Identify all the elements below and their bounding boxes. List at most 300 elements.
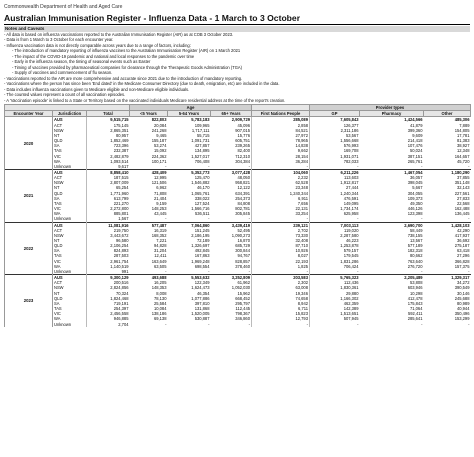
encounter-year-cell: 2023 [5, 275, 53, 327]
value-cell: - [248, 163, 250, 169]
jurisdiction-cell: NSW [54, 285, 64, 291]
value-cell: 10,926 [252, 248, 310, 253]
value-cell: 63,008 [252, 285, 310, 290]
value-cell: 22,193 [252, 259, 310, 264]
value-cell: - [252, 164, 310, 170]
value-cell: 530,887 [194, 316, 210, 322]
value-cell: 398,045 [407, 180, 423, 186]
value-cell: 351,148 [454, 180, 470, 186]
value-cell: 719,191 [87, 301, 130, 306]
value-cell: 338,022 [194, 195, 210, 201]
value-cell: - [252, 322, 310, 327]
value-cell: 685,729 [235, 243, 250, 249]
col-total: Total [87, 111, 130, 117]
jurisdiction-cell: SA [54, 248, 60, 254]
jurisdiction-cell: VIC [54, 258, 61, 264]
value-cell: 1,065,761 [191, 190, 210, 196]
value-cell: 1,140,519 [87, 264, 130, 269]
value-cell: - [310, 322, 360, 327]
value-cell: 122,349 [194, 280, 210, 286]
value-cell: 33,254 [252, 211, 310, 216]
value-cell: 493,688 [130, 275, 168, 281]
value-cell: 29,880 [310, 291, 360, 296]
value-cell: 14,838 [252, 143, 310, 148]
value-cell: 40,944 [456, 306, 470, 312]
note-line: - Timing of vaccines provided by pharmaceutical companies for clearance through the Therapeutic Goods Administration (TGA) [12, 64, 242, 70]
value-cell: 1,624,473 [191, 285, 210, 291]
jurisdiction-cell: NSW [54, 232, 64, 238]
report-page [4, 4, 470, 327]
value-cell: 25,584 [153, 300, 167, 306]
value-cell: 46,170 [196, 185, 210, 191]
value-cell: - [468, 216, 470, 222]
value-cell: 1,546,882 [191, 180, 210, 186]
value-cell: 7,656 [252, 201, 310, 206]
value-cell: 113,603 [310, 175, 360, 180]
value-cell: 8,942 [252, 301, 310, 306]
value-cell: 9,515,715 [87, 117, 130, 123]
value-cell: 12,995 [153, 175, 167, 181]
value-cell: 7,003,113 [310, 222, 360, 228]
header-column-row [5, 111, 471, 117]
value-cell: 397,810 [194, 300, 210, 306]
value-cell: 53,567 [310, 133, 360, 138]
value-cell: 1,734,174 [310, 206, 360, 211]
value-cell: - [310, 269, 360, 275]
value-cell: 1,166,302 [310, 296, 360, 301]
value-cell: 153,299 [454, 316, 470, 322]
value-cell: 149,095 [310, 201, 360, 206]
col-first-nations: First Nations People [252, 111, 310, 117]
value-cell: - [421, 321, 423, 327]
value-cell: - [165, 268, 167, 274]
value-cell: - [310, 216, 360, 222]
value-cell: 74,658 [252, 296, 310, 301]
value-cell: 221,270 [87, 201, 130, 206]
value-cell: 285,641 [407, 316, 423, 322]
value-cell: 706,424 [310, 264, 360, 269]
value-cell: 822,803 [130, 117, 168, 123]
jurisdiction-cell: ACT [54, 122, 63, 128]
value-cell: 885,801 [87, 211, 130, 216]
value-cell: 1,825 [252, 264, 310, 269]
jurisdiction-cell: VIC [54, 206, 61, 212]
value-cell: 37,855 [456, 175, 470, 181]
value-cell: 1,052,030 [231, 285, 250, 291]
value-cell: 2,690,700 [360, 222, 424, 228]
value-cell: 112,436 [310, 280, 360, 285]
value-cell: 107,476 [407, 143, 423, 149]
value-cell: 576,993 [310, 143, 360, 148]
value-cell: 5,352,773 [168, 169, 211, 175]
value-cell: 304,384 [235, 158, 250, 164]
value-cell: 78,965 [252, 138, 310, 143]
jurisdiction-cell: NSW [54, 127, 64, 133]
note-line: - Data includes influenza vaccinations given to Medicare eligible and non-Medicare eligible individuals. [4, 86, 190, 92]
value-cell: 958,821 [235, 180, 250, 186]
value-cell: 7,605,843 [310, 117, 360, 123]
value-cell: 9,617 [87, 164, 130, 170]
value-cell: 625,958 [310, 211, 360, 216]
value-cell: 763,640 [407, 258, 423, 264]
value-cell: 94,828 [153, 243, 167, 249]
value-cell: 592,411 [408, 311, 423, 317]
value-cell: 168,352 [151, 232, 167, 238]
value-cell: 287,503 [87, 253, 130, 258]
value-cell: 1,527,017 [191, 153, 210, 159]
value-cell: 119,020 [310, 228, 360, 233]
value-cell: 492,845 [194, 248, 210, 254]
value-cell: 179,545 [310, 253, 360, 258]
value-cell: 8,027 [252, 253, 310, 258]
value-cell: 134,895 [194, 148, 210, 154]
value-cell: 782,033 [310, 159, 360, 164]
value-cell: 10,298 [409, 290, 423, 296]
value-cell: 7,064,860 [168, 222, 211, 228]
value-cell: 427,857 [194, 143, 210, 149]
value-cell: 1,969,248 [191, 258, 210, 264]
value-cell: 245,688 [454, 295, 470, 301]
value-cell: 12,348 [456, 148, 470, 154]
value-cell: - [208, 268, 210, 274]
jurisdiction-cell: TAS [54, 148, 62, 154]
note-line: - The impact of the COVID-19 pandemic and national and local responses to the pandemic over time [12, 53, 195, 59]
value-cell: 112,445 [235, 306, 250, 312]
value-cell: 346,860 [235, 316, 250, 322]
value-cell: 164,657 [454, 153, 470, 159]
value-cell: 121,506 [151, 180, 167, 186]
value-cell: 80,989 [456, 300, 470, 306]
value-cell: 167,863 [194, 253, 210, 259]
jurisdiction-cell: WA [54, 263, 61, 269]
col-age-65: 65+ Years [211, 111, 252, 117]
value-cell: 43,445 [153, 211, 167, 217]
value-cell: - [165, 216, 167, 222]
value-cell: - [421, 268, 423, 274]
title-divider [4, 24, 470, 25]
value-cell: 991 [87, 269, 130, 275]
jurisdiction-cell: ACT [54, 227, 63, 233]
note-line: - All data is based on influenza vaccinations reported to the Australian Immunisation Register (AIR) as at COB 3 October 2023. [4, 31, 234, 37]
value-cell: 71,808 [153, 190, 167, 196]
value-cell: 31,204 [153, 248, 167, 254]
value-cell: - [248, 216, 250, 222]
value-cell: 412,478 [407, 295, 423, 301]
value-cell: 109,965 [194, 122, 210, 128]
value-cell: 136,445 [454, 211, 470, 217]
jurisdiction-cell: TAS [54, 306, 62, 312]
note-line: - A 'Vaccination episode' is linked to a State or Territory based on the vaccinated individuals Medicare residential address at the time of the report's creation. [4, 97, 286, 103]
value-cell: 36,692 [456, 238, 470, 243]
value-cell: 241,268 [151, 127, 167, 133]
jurisdiction-cell: NT [54, 185, 60, 191]
jurisdiction-cell: VIC [54, 311, 61, 317]
value-cell: 802,781 [235, 206, 250, 212]
value-cell: 71,064 [409, 306, 423, 312]
value-cell: 798,367 [235, 311, 250, 317]
value-cell: - [468, 163, 470, 169]
value-cell: 72,189 [196, 238, 210, 243]
value-cell: 16,319 [153, 227, 167, 233]
jurisdiction-cell: QLD [54, 190, 63, 196]
jurisdiction-cell: SA [54, 143, 60, 149]
value-cell: 22,568 [456, 200, 470, 206]
jurisdiction-cell: Unknown [54, 216, 72, 222]
value-cell: 109,373 [407, 195, 423, 201]
value-cell: 53,274 [153, 143, 167, 149]
department-name: Commonwealth Department of Health and Aged Care [4, 4, 123, 10]
value-cell: 46,354 [196, 290, 210, 296]
note-line: - Vaccinations where the person has since been 'End dated' in the Medicare Consumer Directory (due to death, emigration, etc) are included in the data. [4, 81, 280, 87]
value-cell: 87,710 [252, 243, 310, 248]
provider-types-header: Provider types [310, 105, 471, 111]
value-cell: 1,556,668 [310, 138, 360, 143]
value-cell: 1,428,103 [424, 222, 471, 228]
value-cell: 254,373 [235, 195, 250, 201]
value-cell: 58,449 [409, 227, 423, 233]
value-cell: 3,252,809 [211, 275, 252, 281]
value-cell: 52,495 [237, 227, 250, 233]
value-cell: - [248, 268, 250, 274]
value-cell: 1,180,290 [424, 169, 471, 175]
value-cell: 7,221 [156, 238, 167, 243]
value-cell: 63,505 [153, 263, 167, 269]
table-row [5, 322, 471, 327]
col-jurisdiction: Jurisdiction [53, 111, 87, 117]
value-cell: 46,223 [310, 238, 360, 243]
value-cell: 63,418 [456, 248, 470, 254]
value-cell: 300,844 [235, 248, 250, 254]
value-cell: 169,708 [310, 148, 360, 153]
value-cell: 7,889 [459, 122, 470, 128]
value-cell: 15,962 [237, 290, 250, 296]
value-cell: 96,580 [87, 238, 130, 243]
value-cell: 239,265 [235, 143, 250, 149]
value-cell: - [421, 216, 423, 222]
value-cell: 2,858 [252, 123, 310, 128]
value-cell: 9,662 [252, 148, 310, 153]
value-cell: 536,511 [195, 211, 210, 217]
value-cell: 579,157 [310, 248, 360, 253]
value-cell: 157,375 [454, 263, 470, 269]
value-cell: 2,106,254 [87, 243, 130, 248]
jurisdiction-cell: SA [54, 300, 60, 306]
value-cell: 3,077,428 [211, 169, 252, 175]
value-cell: 462,359 [310, 301, 360, 306]
value-cell: 1,771,960 [87, 191, 130, 196]
jurisdiction-cell: TAS [54, 253, 62, 259]
value-cell: 22,131 [252, 206, 310, 211]
value-cell: 2,702 [252, 228, 310, 233]
value-cell: 32,408 [252, 238, 310, 243]
value-cell: - [468, 321, 470, 327]
value-cell: 30,146 [456, 290, 470, 296]
value-cell: 1,931,071 [310, 154, 360, 159]
note-line: - Data is from 1 March to 3 October for each encounter year. [4, 37, 114, 43]
jurisdiction-cell: AUS [53, 169, 87, 175]
value-cell: 446,126 [407, 206, 423, 212]
jurisdiction-cell: NT [54, 238, 60, 243]
note-line: - Vaccinations reported to the AIR are more comprehensive and accurate since 2021 due to the introduction of mandatory reporting. [4, 75, 243, 81]
value-cell: 23,348 [252, 185, 310, 190]
value-cell: 73,330 [252, 233, 310, 238]
value-cell: 20,084 [153, 122, 167, 128]
value-cell: 239,121 [252, 222, 310, 228]
value-cell: 69,138 [153, 316, 167, 322]
jurisdiction-cell: TAS [54, 200, 62, 206]
col-encounter-year: Encounter Year [5, 111, 53, 117]
value-cell: 6,711 [252, 306, 310, 311]
value-cell: 13,567 [409, 238, 423, 243]
col-other: Other [424, 111, 471, 117]
value-cell: 84,808 [237, 200, 250, 206]
value-cell: 9,609 [412, 132, 423, 138]
value-cell: 1,830,361 [310, 285, 360, 290]
jurisdiction-cell: WA [54, 211, 61, 217]
value-cell: 390,549 [454, 285, 470, 291]
value-cell: 53,808 [409, 280, 423, 286]
jurisdiction-cell: AUS [53, 117, 87, 123]
value-cell: 2,272,800 [87, 206, 130, 211]
note-line: - Influenza vaccination data is not directly comparable across years due to a range of factors, including: [4, 42, 191, 48]
value-cell: 668,452 [235, 295, 250, 301]
value-cell: 1,467,054 [360, 169, 424, 175]
age-group-header: Age [130, 105, 252, 111]
jurisdiction-cell: AUS [53, 275, 87, 281]
value-cell: 41,879 [409, 122, 423, 128]
value-cell: - [252, 269, 310, 275]
value-cell: 577,487 [130, 222, 168, 228]
value-cell: 61,962 [237, 280, 250, 286]
value-cell: 48,050 [237, 175, 250, 181]
value-cell: 1,567 [87, 216, 130, 222]
value-cell: 36,057 [409, 175, 423, 181]
table-body [5, 117, 471, 327]
col-age-5-64: 5-64 Years [168, 111, 211, 117]
value-cell: - [208, 216, 210, 222]
value-cell: 907,015 [235, 127, 250, 133]
value-cell: 1,329,317 [424, 275, 471, 281]
jurisdiction-cell: WA [54, 158, 61, 164]
value-cell: 148,253 [151, 206, 167, 212]
value-cell: 2,205,489 [360, 275, 424, 281]
value-cell: 295,797 [235, 300, 250, 306]
jurisdiction-cell: NSW [54, 180, 64, 186]
value-cell: 182,318 [407, 248, 423, 254]
value-cell: 131,868 [194, 306, 210, 312]
notes-list [4, 32, 470, 104]
value-cell: 104,060 [252, 169, 310, 175]
value-cell: 3,443,672 [87, 233, 130, 238]
value-cell: 125,470 [194, 175, 210, 181]
value-cell: 2,302 [252, 280, 310, 285]
value-cell: 387,151 [407, 153, 423, 159]
value-cell: 70,324 [87, 291, 130, 296]
value-cell: 175,145 [87, 123, 130, 128]
value-cell: 12,411 [154, 253, 167, 259]
value-cell: 15,823 [252, 311, 310, 316]
value-cell: 634,391 [235, 190, 250, 196]
value-cell: 6,911 [252, 196, 310, 201]
jurisdiction-cell: Unknown [54, 163, 72, 169]
value-cell: 224,362 [151, 153, 167, 159]
value-cell: 399,360 [407, 127, 423, 133]
value-cell: 11,081,916 [87, 222, 130, 228]
value-cell: 32,143 [456, 185, 470, 191]
value-cell: 5,667 [412, 185, 423, 191]
jurisdiction-cell: WA [54, 316, 61, 322]
value-cell: 27,833 [456, 195, 470, 201]
value-cell: 81,383 [456, 138, 470, 144]
value-cell: 219,750 [87, 228, 130, 233]
value-cell: 706,408 [194, 158, 210, 164]
value-cell: 2,909,729 [211, 117, 252, 123]
value-cell: 8,858,410 [87, 169, 130, 175]
value-cell: 265,761 [407, 158, 423, 164]
value-cell: 2,824,856 [87, 285, 130, 290]
value-cell: 19,346 [252, 291, 310, 296]
value-cell: 203,583 [252, 275, 310, 281]
value-cell: 5,553,632 [168, 275, 211, 281]
value-cell: 428,409 [130, 169, 168, 175]
value-cell: 485,306 [424, 117, 471, 123]
col-pharmacy: Pharmacy [360, 111, 424, 117]
value-cell: 366,828 [454, 258, 470, 264]
value-cell: 175,843 [407, 300, 423, 306]
value-cell: 127,524 [194, 200, 210, 206]
value-cell: 227,561 [454, 190, 470, 196]
value-cell: 232,387 [87, 148, 130, 153]
value-cell: 698,554 [194, 263, 210, 269]
value-cell: 2,311,186 [310, 128, 360, 133]
value-cell: 65,254 [87, 185, 130, 190]
value-cell: 80,957 [87, 133, 130, 138]
value-cell: 1,093,514 [87, 159, 130, 164]
value-cell: 28,154 [252, 154, 310, 159]
value-cell: - [165, 321, 167, 327]
value-cell: 21,404 [153, 195, 167, 201]
value-cell: 36,284 [252, 159, 310, 164]
value-cell: 5,765,323 [310, 275, 360, 281]
value-cell: 154,805 [454, 127, 470, 133]
encounter-year-cell: 2022 [5, 222, 53, 275]
jurisdiction-cell: ACT [54, 280, 63, 286]
value-cell: 55,715 [196, 132, 210, 138]
jurisdiction-cell: ACT [54, 175, 63, 181]
value-cell: 9,159 [156, 200, 167, 206]
influenza-data-table [4, 104, 471, 327]
value-cell: 946,885 [87, 316, 130, 321]
value-cell: - [421, 163, 423, 169]
value-cell: 45,720 [456, 158, 470, 164]
value-cell: 350,496 [454, 311, 470, 317]
value-cell: 824,893 [87, 248, 130, 253]
value-cell: 12,122 [237, 185, 250, 191]
value-cell: - [208, 163, 210, 169]
encounter-year-cell: 2020 [5, 117, 53, 170]
value-cell: 2,704 [87, 322, 130, 327]
value-cell: 738,155 [407, 232, 423, 238]
value-cell: 1,912,817 [310, 180, 360, 185]
value-cell: 2,807,009 [87, 180, 130, 185]
value-cell: 1,831,286 [310, 259, 360, 264]
value-cell: 5,783,183 [168, 117, 211, 123]
value-cell: 49,350 [409, 200, 423, 206]
value-cell: 94,767 [237, 253, 250, 259]
value-cell: 507,945 [310, 316, 360, 321]
jurisdiction-cell: AUS [53, 222, 87, 228]
value-cell: 2,865,351 [87, 128, 130, 133]
